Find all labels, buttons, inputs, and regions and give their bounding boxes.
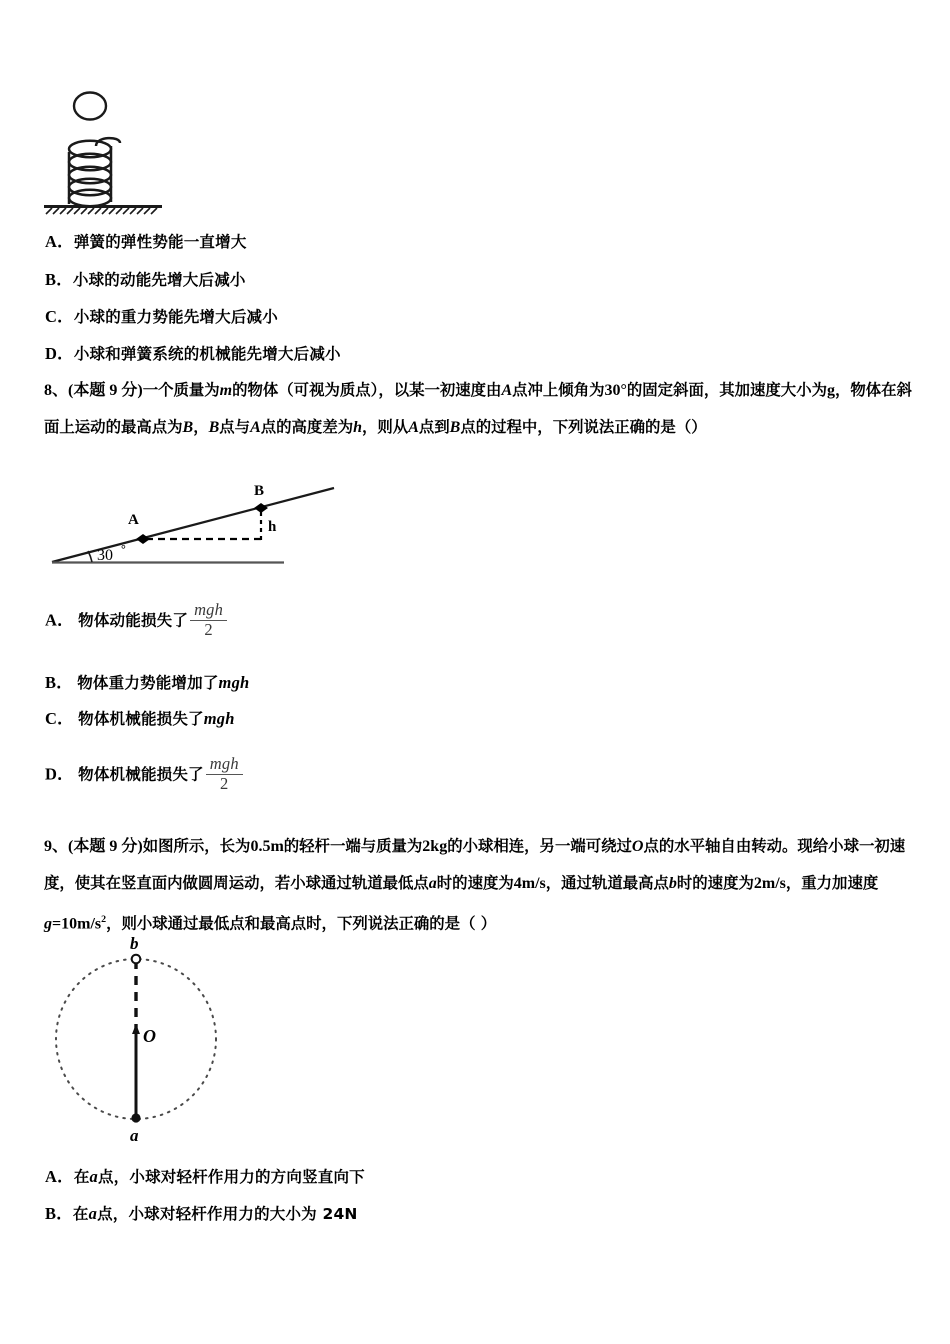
option-row bbox=[45, 602, 229, 638]
option-text: 点，小球对轻杆作用力的大小为 24N bbox=[97, 1205, 358, 1223]
degree-symbol: ° bbox=[121, 542, 126, 556]
option-row bbox=[45, 271, 246, 289]
option-text: 小球和弹簧系统的机械能先增大后减小 bbox=[73, 345, 341, 363]
option-letter: D． bbox=[45, 344, 74, 363]
option-text: 点，小球对轻杆作用力的方向竖直向下 bbox=[97, 1168, 365, 1186]
option-text: 物体机械能损失了 bbox=[78, 765, 204, 784]
rod-arrow-head bbox=[132, 1024, 140, 1034]
var-O: O bbox=[631, 838, 644, 855]
stem-text: ，则小球通过最低点和最高点时，下列说法正确的是（ ） bbox=[106, 914, 497, 933]
var-a: a bbox=[89, 1167, 98, 1186]
option-letter: C． bbox=[45, 307, 74, 326]
stem-text: ，重力加速度 bbox=[785, 874, 879, 892]
stem-text: 的物体（可视为质点），以某一初速度由 bbox=[232, 381, 502, 399]
option-text: 小球的重力势能先增大后减小 bbox=[73, 308, 278, 326]
option-text-pre: 在 bbox=[72, 1205, 89, 1223]
angle-label: 30 bbox=[97, 547, 113, 564]
stem-text: 的固定斜面，其加速度大小 bbox=[626, 381, 812, 399]
var-A: A bbox=[250, 419, 261, 436]
option-row bbox=[45, 756, 245, 792]
inclined-plane-diagram bbox=[44, 474, 364, 584]
option-letter: A． bbox=[45, 610, 74, 630]
fraction-mgh-over-2 bbox=[206, 756, 243, 792]
option-row bbox=[45, 1168, 365, 1186]
option-letter: B． bbox=[45, 673, 73, 692]
question-number: 8、 bbox=[44, 382, 69, 399]
var-A: A bbox=[501, 382, 513, 399]
option-row bbox=[45, 233, 247, 251]
option-text-pre: 在 bbox=[73, 1168, 90, 1186]
question-number: 9、 bbox=[44, 838, 69, 855]
var-m: m bbox=[219, 382, 233, 399]
var-g: g bbox=[44, 915, 52, 933]
stem-text: 一个质量为 bbox=[142, 381, 220, 399]
option-letter: A． bbox=[45, 232, 74, 251]
angle-value: 30° bbox=[604, 382, 627, 399]
option-letter: A． bbox=[45, 1167, 74, 1186]
point-b-label: B bbox=[254, 483, 265, 499]
stem-text: ） bbox=[691, 418, 707, 436]
top-point-label: b bbox=[130, 934, 139, 953]
stem-text: 点的水平轴自由转动。现给 bbox=[643, 837, 829, 855]
option-row bbox=[45, 1205, 358, 1223]
point-a-marker bbox=[131, 1113, 140, 1122]
option-text: 物体重力势能增加了 bbox=[77, 674, 219, 692]
var-a: a bbox=[88, 1204, 98, 1223]
var-A: A bbox=[408, 419, 419, 436]
score-tag: (本题 9 分) bbox=[68, 382, 143, 399]
point-b-marker bbox=[132, 955, 141, 964]
expr-mgh: mgh bbox=[203, 709, 235, 728]
option-letter: D． bbox=[45, 764, 74, 784]
stem-text: 如图所示，长为 bbox=[142, 837, 251, 855]
var-a: a bbox=[428, 875, 437, 892]
option-row bbox=[45, 710, 235, 728]
ball-mass: 2kg bbox=[422, 838, 448, 855]
stem-text: 点的高度差为 bbox=[260, 418, 354, 436]
stem-text: ，则从 bbox=[362, 418, 409, 436]
stem-text: 点与 bbox=[219, 418, 251, 436]
ball-icon bbox=[74, 93, 106, 120]
expr-mgh: mgh bbox=[218, 673, 250, 692]
option-row bbox=[45, 308, 278, 326]
point-a-label: A bbox=[128, 512, 139, 528]
stem-text: ，通过轨道最高点 bbox=[545, 874, 669, 892]
speed-at-b: 2m/s bbox=[753, 875, 786, 892]
bottom-point-label: a bbox=[130, 1126, 139, 1145]
stem-text: 的小球相连，另一端可绕过 bbox=[447, 837, 632, 855]
fraction-mgh-over-2 bbox=[190, 602, 227, 638]
vertical-circular-motion-diagram bbox=[35, 932, 265, 1147]
var-B: B bbox=[449, 419, 461, 436]
option-text: 物体动能损失了 bbox=[78, 611, 189, 630]
stem-text: 点的过程中，下列说法正确的是（ bbox=[460, 418, 692, 436]
fraction-numerator: mgh bbox=[190, 602, 227, 621]
option-letter: C． bbox=[45, 709, 74, 728]
var-B: B bbox=[208, 419, 220, 436]
gravity-exponent: 2 bbox=[101, 914, 107, 925]
stem-text: 为 bbox=[811, 381, 827, 399]
ground-hatching bbox=[44, 207, 162, 215]
stem-text: 为 bbox=[738, 874, 754, 892]
var-h: h bbox=[353, 419, 363, 436]
incline-surface bbox=[52, 488, 334, 562]
fraction-denominator: 2 bbox=[204, 619, 213, 639]
stem-text: 时的速度 bbox=[676, 874, 739, 892]
center-label: O bbox=[143, 1026, 156, 1046]
stem-text: 时的速度为 bbox=[436, 874, 514, 892]
var-B: B bbox=[182, 419, 194, 436]
option-letter: B． bbox=[45, 270, 73, 289]
var-g: g bbox=[827, 382, 835, 399]
score-tag: (本题 9 分) bbox=[68, 838, 143, 855]
fraction-denominator: 2 bbox=[220, 773, 229, 793]
stem-text: ，物体在斜面上运动的最高点为 bbox=[44, 381, 912, 436]
option-row bbox=[45, 674, 249, 692]
gravity-value: =10m/s bbox=[52, 915, 102, 933]
stem-text: 点到 bbox=[418, 418, 450, 436]
speed-at-a: 4m/s bbox=[513, 875, 546, 892]
stem-text: 小球一初速度，使其在竖直面内做圆周运动，若小球通过轨道最低点 bbox=[44, 837, 906, 892]
option-letter: B． bbox=[45, 1204, 73, 1223]
point-b-marker bbox=[254, 503, 268, 513]
stem-text: ， bbox=[193, 418, 209, 436]
option-text: 弹簧的弹性势能一直增大 bbox=[73, 233, 247, 251]
question-8-stem bbox=[44, 372, 924, 446]
fraction-numerator: mgh bbox=[206, 756, 243, 775]
stem-text: 的轻杆一端与质量为 bbox=[283, 837, 423, 855]
question-9-stem bbox=[44, 828, 924, 942]
var-b: b bbox=[668, 875, 677, 892]
rod-length: 0.5m bbox=[250, 838, 284, 855]
height-label: h bbox=[268, 519, 277, 535]
option-row bbox=[45, 345, 341, 363]
spring-icon bbox=[69, 138, 120, 206]
option-text: 物体机械能损失了 bbox=[78, 710, 204, 728]
ball-on-spring-diagram bbox=[44, 86, 174, 216]
stem-text: 点冲上倾角为 bbox=[512, 381, 605, 399]
option-text: 小球的动能先增大后减小 bbox=[72, 271, 246, 289]
